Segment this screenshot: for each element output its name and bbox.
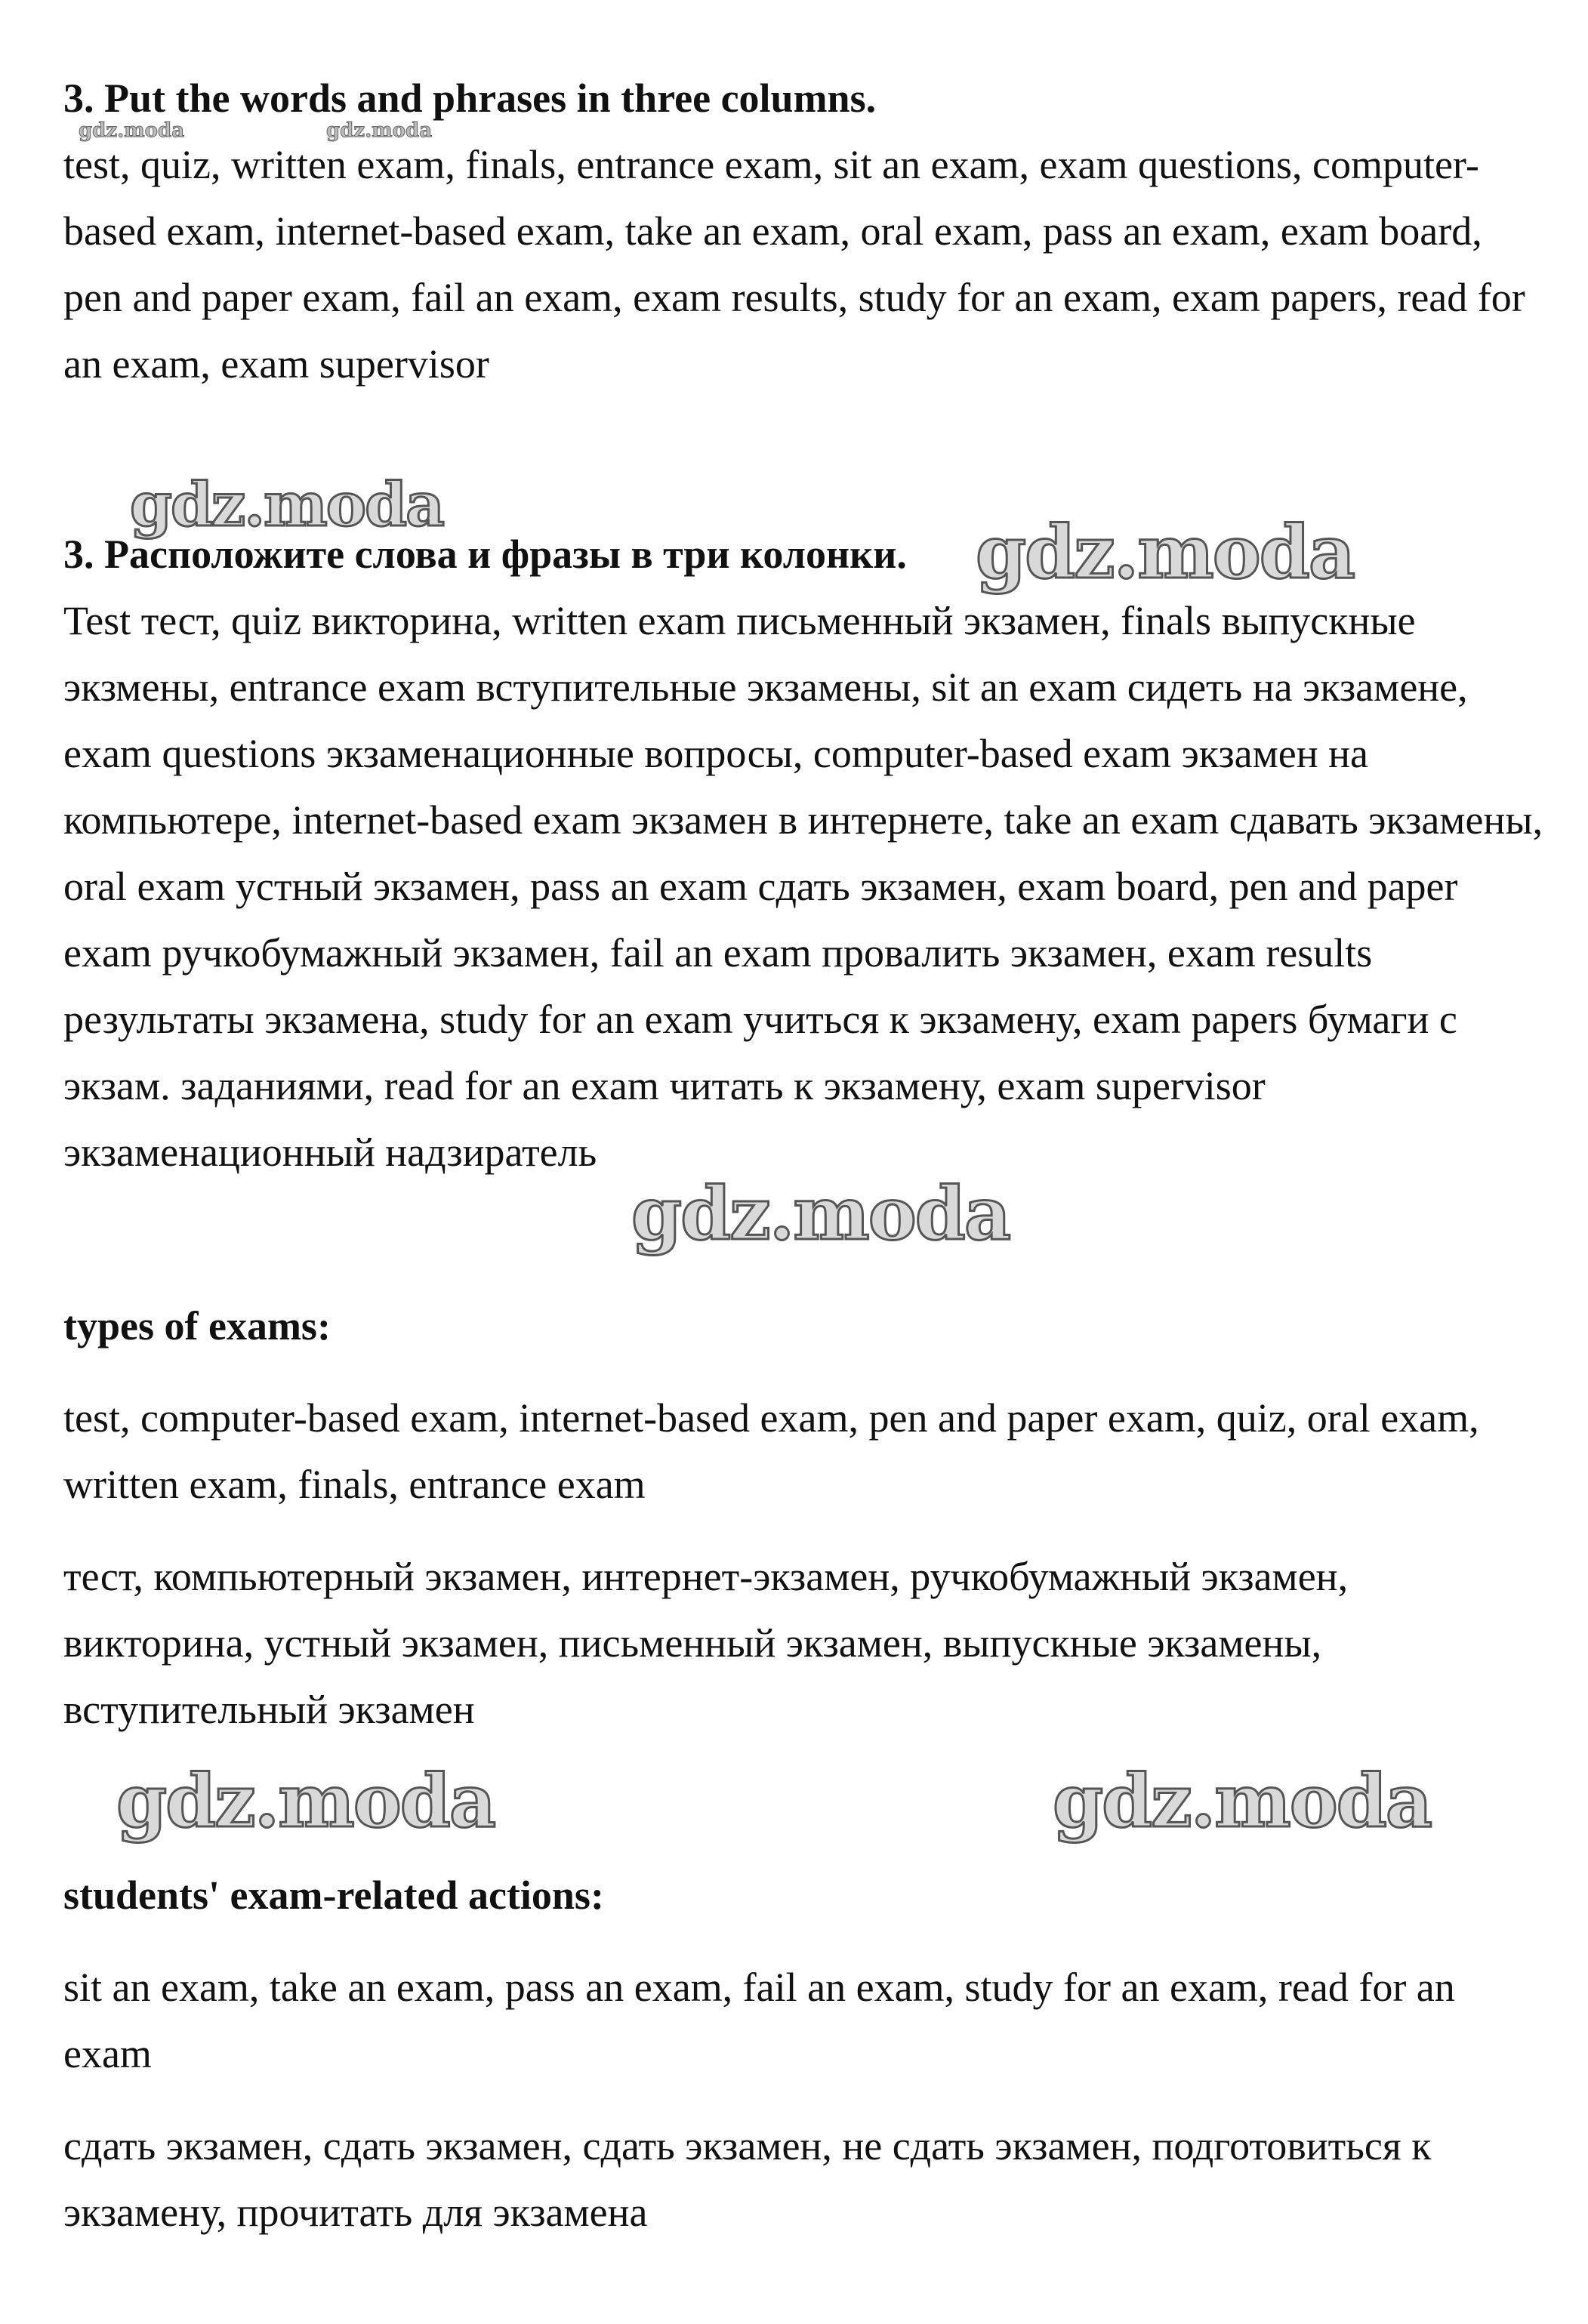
student-actions-ru: сдать экзамен, сдать экзамен, сдать экзамен, не сдать экзамен, подготовиться к экзамену, прочитать для экзамена — [63, 2123, 1432, 2235]
task-section-ru — [63, 521, 1543, 1185]
watermark-logo: gdz.moda — [976, 510, 1355, 595]
student-actions-en: sit an exam, take an exam, pass an exam, fail an exam, study for an exam, read for an exam — [63, 1965, 1455, 2076]
watermark-logo: gdz.moda — [631, 1171, 1010, 1256]
types-of-exams-ru: тест, компьютерный экзамен, интернет-экзамен, ручкобумажный экзамен, викторина, устный экзамен, письменный экзамен, выпускные экзамены, вступительный экзамен — [63, 1554, 1349, 1732]
student-actions-section — [63, 1862, 1543, 2245]
types-of-exams-section — [63, 1293, 1543, 1743]
watermark-logo: gdz.moda — [116, 1758, 495, 1844]
types-of-exams-en: test, computer-based exam, internet-based exam, pen and paper exam, quiz, oral exam, written exam, finals, entrance exam — [63, 1395, 1479, 1507]
task-section-en — [63, 65, 1543, 397]
student-actions-heading: students' exam-related actions: — [63, 1872, 604, 1918]
task-text-en: test, quiz, written exam, finals, entrance exam, sit an exam, exam questions, computer-based exam, internet-based exam, take an exam, oral exam, pass an exam, exam board, pen and paper exam, fail an exam, exam results, study for an exam, exam papers, read for an exam, exam supervisor — [63, 142, 1525, 387]
watermark-logo: gdz.moda — [1053, 1758, 1432, 1844]
task-heading-ru: 3. Расположите слова и фразы в три колонки. — [63, 532, 907, 577]
watermark-logo: gdz.moda — [326, 119, 433, 142]
task-heading-en: 3. Put the words and phrases in three columns. — [63, 76, 877, 121]
task-text-ru: Test тест, quiz викторина, written exam письменный экзамен, finals выпускные экзмены, entrance exam вступительные экзамены, sit an exam сидеть на экзамене, exam questions экзаменационные вопросы, computer-based exam экзамен на компьютере, internet-based exam экзамен в интернете, take an exam сдавать экзамены, oral exam устный экзамен, pass an exam сдать экзамен, exam board, pen and paper exam ручкобумажный экзамен, fail an exam провалить экзамен, exam results результаты экзамена, study for an exam учиться к экзамену, exam papers бумаги с экзам. заданиями, read for an exam читать к экзамену, exam supervisor экзаменационный надзиратель — [63, 598, 1543, 1175]
types-of-exams-heading: types of exams: — [63, 1303, 331, 1348]
watermark-logo: gdz.moda — [130, 469, 443, 540]
watermark-logo: gdz.moda — [79, 119, 185, 142]
